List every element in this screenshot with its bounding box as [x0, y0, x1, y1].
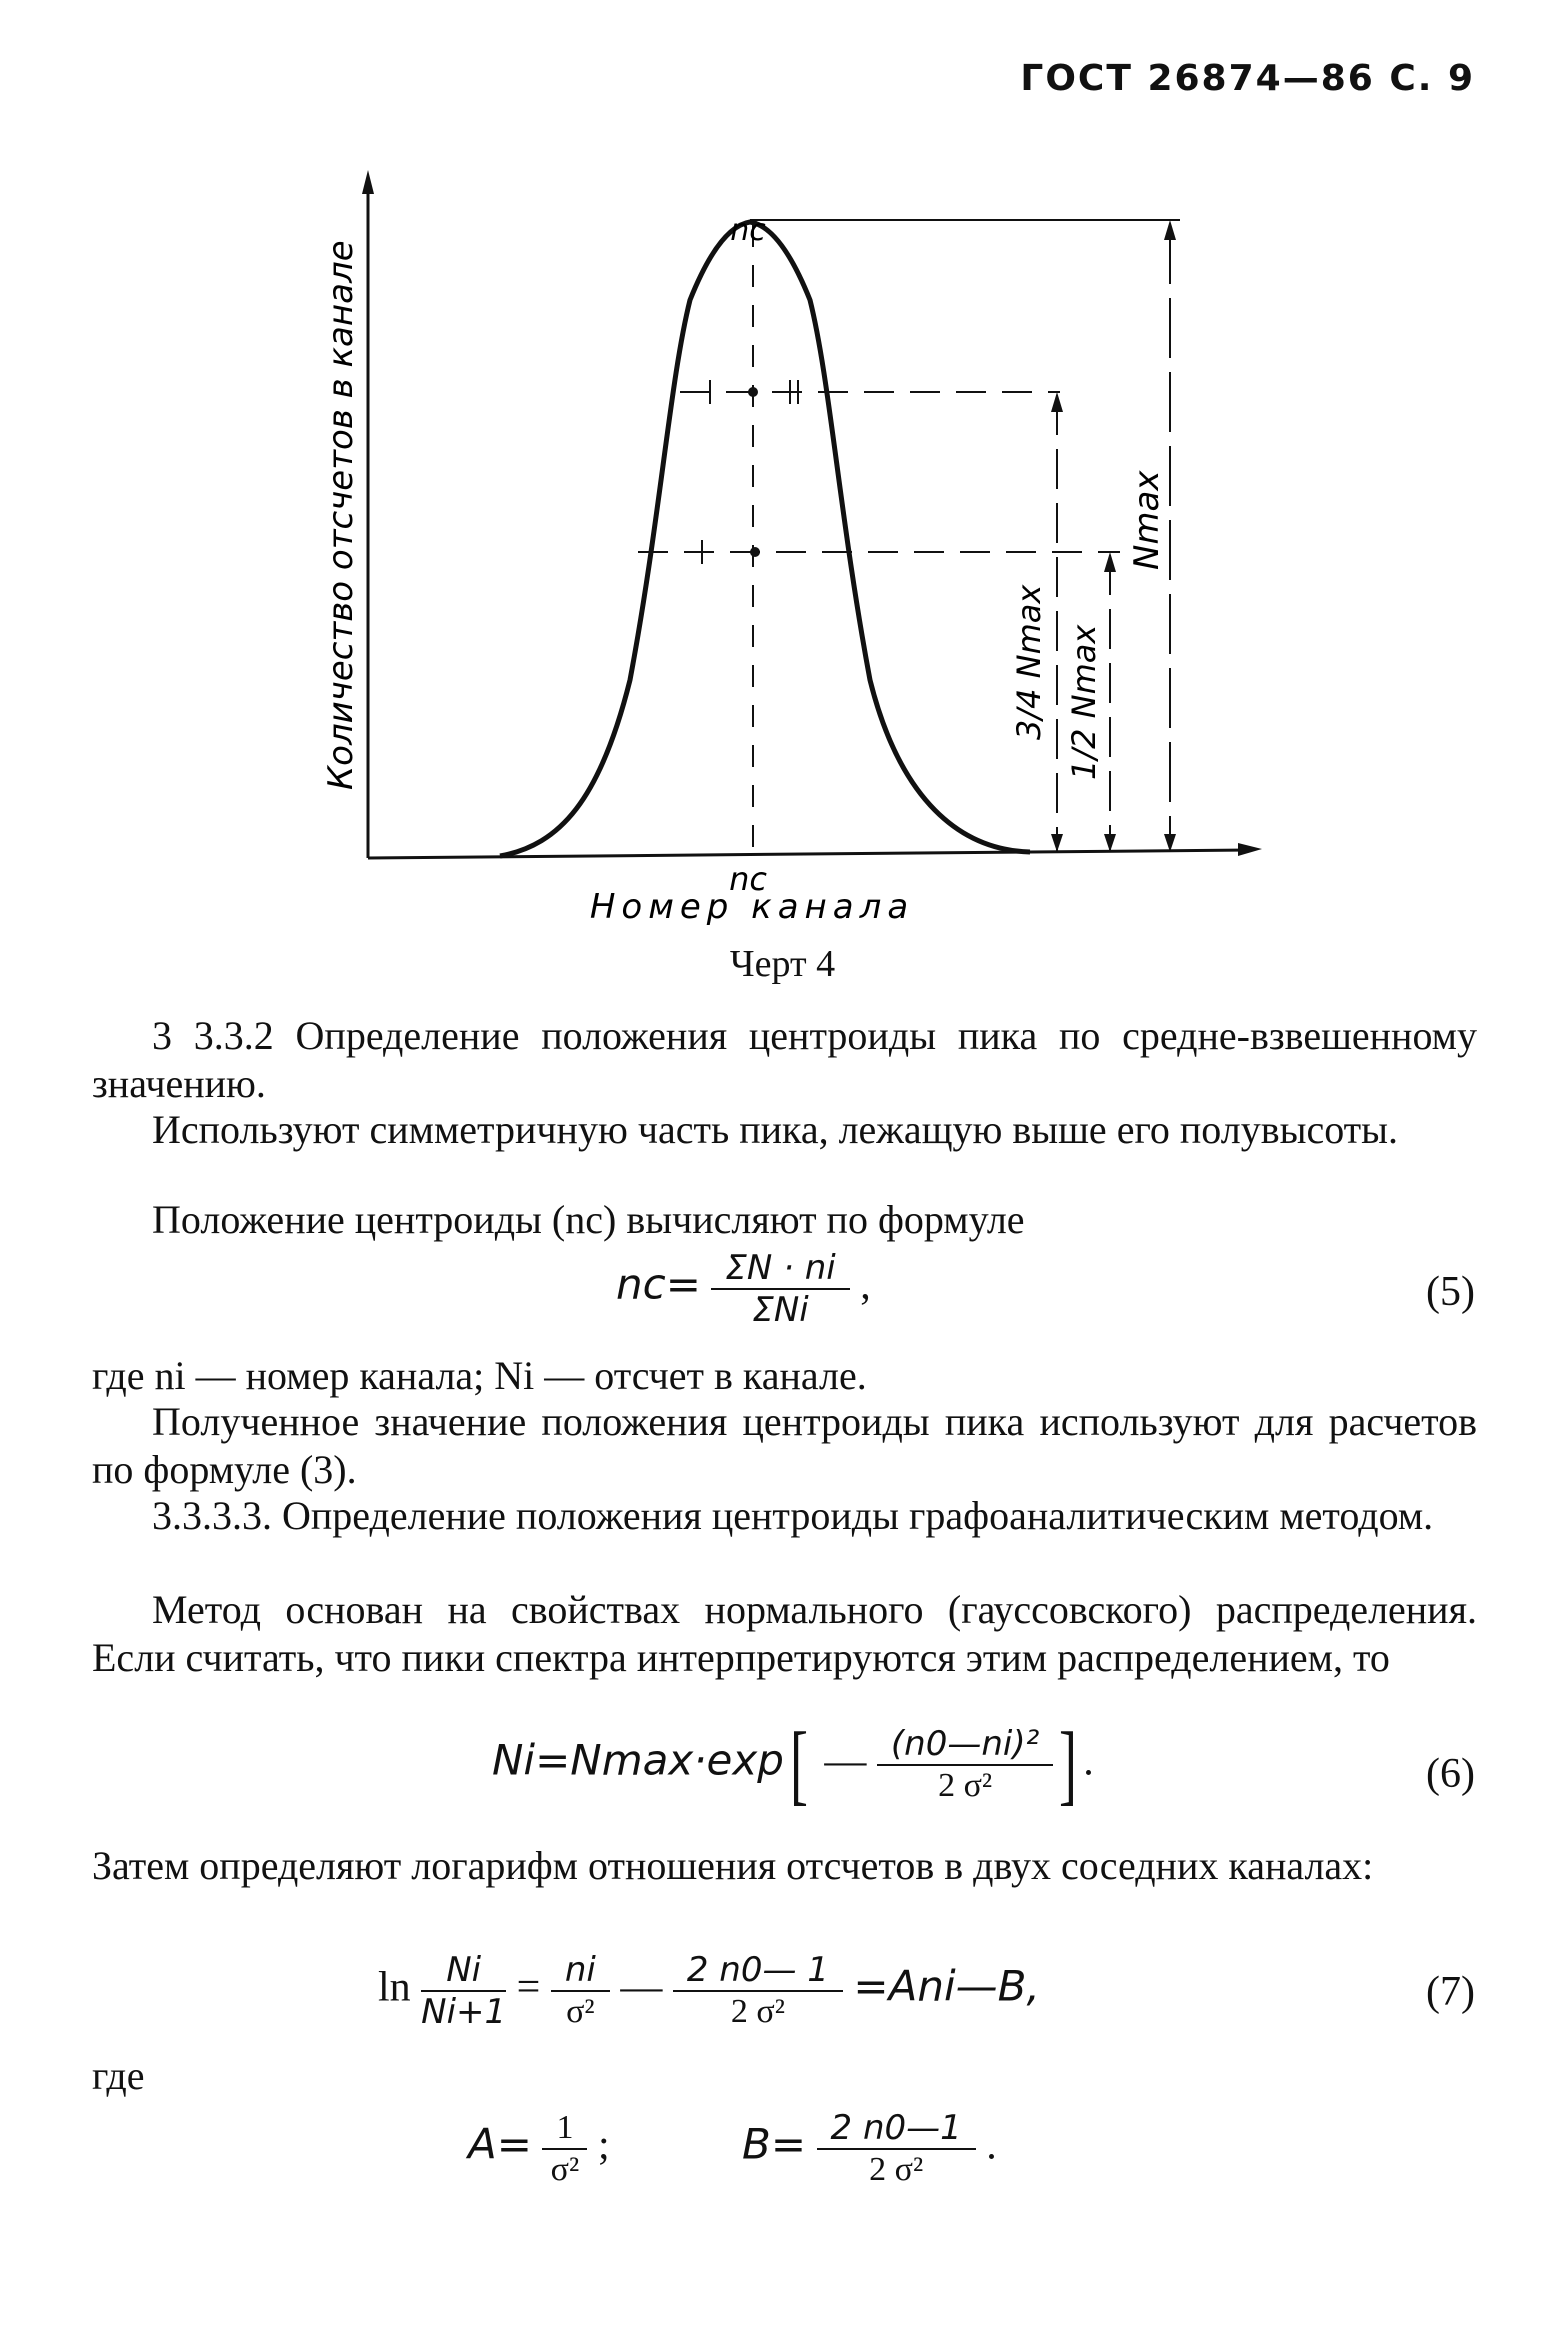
equation-6-number: (6) — [1426, 1751, 1475, 1797]
paragraph-3-3-3-2: 3 3.3.2 Определение положения центроиды пика по средне-взвешенному значению. — [92, 1013, 1477, 1106]
eq5-fraction: $\frac{\Sigma N \cdot ni}{\text{ΣNi}}$ — [711, 1248, 849, 1330]
x-marker-label: nc — [729, 860, 767, 898]
gaussian-peak-figure — [0, 0, 1565, 960]
equation-7-number: (7) — [1426, 1969, 1475, 2015]
paragraph-gauss-method: Метод основан на свойствах нормального (гауссовского) распределения. Если считать, что пики спектра интерпретируются этим распределением, то — [92, 1587, 1477, 1680]
paragraph-symmetric-part: Используют симметричную часть пика, лежащую выше его полувысоты. — [152, 1107, 1399, 1152]
three-quarter-center-dot — [748, 387, 758, 397]
paragraph-centroid-formula-intro: Положение центроиды (nc) вычисляют по формуле — [152, 1197, 1025, 1242]
equation-5: nc= $\frac{\Sigma N \cdot ni}{\text{ΣNi}}$ , — [616, 1248, 871, 1330]
dim-1-2-label: 1/2 Nmax — [1065, 624, 1103, 780]
y-axis-label: Количество отсчетов в канале — [321, 240, 361, 790]
eq5-left: nc= — [616, 1259, 701, 1309]
paragraph-where-ni: где ni — номер канала; Ni — отсчет в канале. — [92, 1353, 867, 1398]
dim-nmax-label: Nmax — [1127, 470, 1167, 570]
dim-3-4-label: 3/4 Nmax — [1010, 584, 1048, 740]
paragraph-logarithm: Затем определяют логарифм отношения отсчетов в двух соседних каналах: — [92, 1843, 1374, 1888]
equation-6: Ni=Nmax·exp[ — $\frac{\text{(n0—ni)²}}{\text{2 σ²}}$ ] . — [492, 1715, 1094, 1814]
x-axis-label: Номер канала — [589, 887, 915, 927]
paragraph-3-3-3-3: 3.3.3.3. Определение положения центроиды графоаналитическим методом. — [152, 1493, 1434, 1538]
figure-caption: Черт 4 — [729, 943, 836, 985]
eq6-fraction: $\frac{\text{(n0—ni)²}}{\text{2 σ²}}$ — [877, 1724, 1053, 1806]
page-header: ГОСТ 26874—86 С. 9 — [1020, 58, 1475, 99]
y-axis-arrow — [362, 170, 374, 194]
equation-a: A= $\frac{1}{\text{σ²}}$ ; — [468, 2109, 610, 2188]
equation-5-number: (5) — [1426, 1269, 1475, 1315]
equation-b: B= $\frac{2 n0—1}{\text{2 σ²}}$ . — [742, 2108, 997, 2188]
eq6-left: Ni=Nmax·exp — [492, 1735, 784, 1785]
equation-7: ln $\frac{Ni}{Ni+1}$ = $\frac{ni}{\text{σ²}}$ — $\frac{2 n0— 1}{\text{2 σ²}}$ =Ani—B, — [378, 1950, 1040, 2032]
half-center-dot — [750, 547, 760, 557]
paragraph-obtained-value: Полученное значение положения центроиды пика используют для расчетов по формуле (3). — [92, 1399, 1477, 1492]
peak-curve — [500, 222, 1030, 856]
peak-label: nc — [730, 213, 766, 248]
x-axis-arrow — [1238, 843, 1262, 856]
paragraph-where: где — [92, 2053, 145, 2098]
